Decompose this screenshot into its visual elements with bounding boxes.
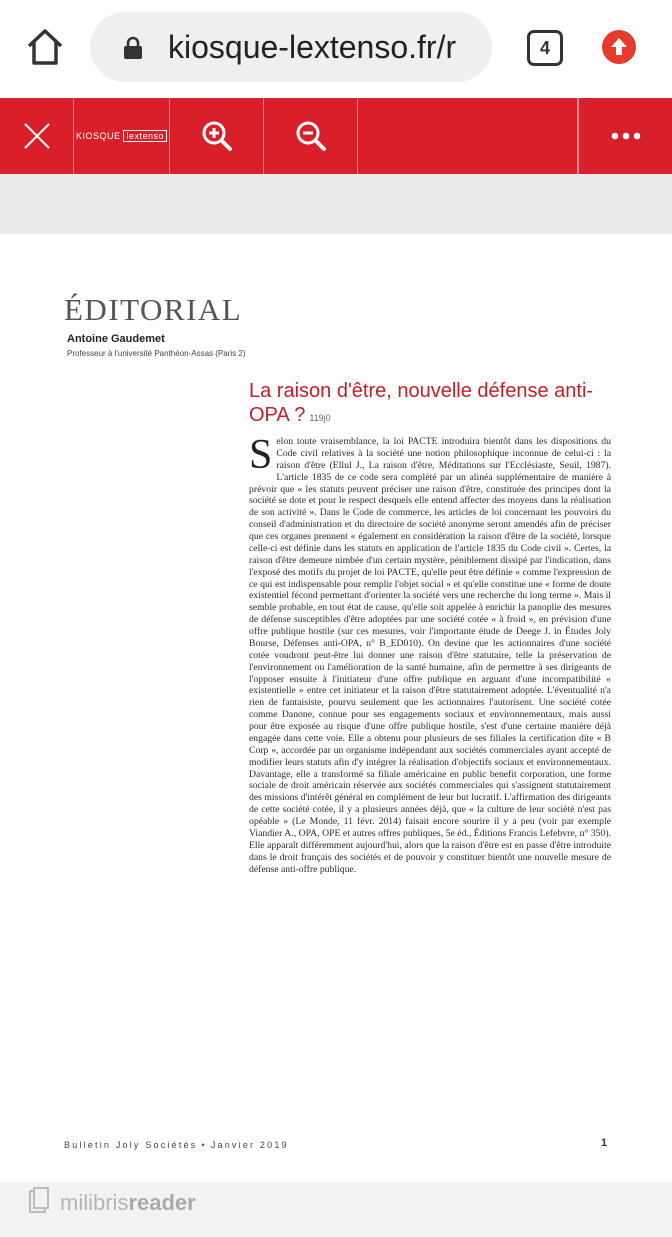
zoom-in-button[interactable] <box>170 98 264 174</box>
footer-publication: Bulletin Joly Sociétés <box>64 1140 198 1150</box>
close-icon <box>22 121 52 151</box>
article-reference: 119j0 <box>309 413 331 423</box>
zoom-out-icon <box>295 120 327 152</box>
reader-brand <box>60 1190 196 1216</box>
logo-brand: lextenso <box>123 130 167 142</box>
tabs-icon[interactable]: 4 <box>527 30 563 66</box>
magazine-page[interactable] <box>0 234 672 1182</box>
footer-bullet: • <box>201 1140 207 1150</box>
zoom-in-icon <box>201 120 233 152</box>
update-icon[interactable] <box>602 30 636 64</box>
kiosque-logo[interactable] <box>74 98 170 174</box>
article-body-text: elon toute vraisemblance, la loi PACTE introduira bientôt dans les dispositions du Code civil relatives à la société une notion philosophique inconnue de celui-ci : la raison d'être (Ellul J., La raison d'être, Méditations sur l'Ecclésiaste, Seuil, 1987). L'article 1835 de ce code sera complété par un alinéa supplémentaire de manière à prévoir que « les statuts peuvent préciser une raison d'être, constituée des principes dont la société se dote et pour le respect desquels elle entend affecter des moyens dans la réalisation de son activité ». Dans le Code de commerce, les articles de loi concernant les pouvoirs du conseil d'administration et du directoire de société anonyme seront amendés afin de préciser que ces organes prennent « également en considération la raison d'être de la société, lorsque celle-ci est définie dans les statuts en application de l'article 1835 du Code civil ». Certes, la raison d'être demeure nimbée d'un certain mystère, péniblement dissipé par l'indication, dans l'exposé des motifs du projet de loi PACTE, qu'elle peut être définie « comme l'expression de ce qui est indispensable pour remplir l'objet social » et qu'elle constitue une « forme de doute existentiel fécond permettant d'orienter la société vers une recherche du long terme ». Mais il semble probable, en tout état de cause, qu'elle soit appelée à enrichir la panoplie des mesures de défense susceptibles d'être adoptées par une société cotée « à froid », en prévision d'une offre publique hostile (sur ces mesures, voir l'importante étude de Deege J. in Études Joly Bourse, Défenses anti-OPA, n° B_ED010). On devine que les actionnaires d'une société cotée voudront peut-être lui donner une raison d'être statutaire, telle la préservation de l'environnement ou l'amélioration de la santé humaine, afin de permettre à ses dirigeants de l'opposer ensuite à l'initiateur d'une offre publique en arguant d'une incompatibilité « existentielle » entre cet initiateur et la raison d'être statutairement adoptée. L'éventualité n'a rien de fantaisiste, pourvu seulement que les actionnaires l'autorisent. Une société cotée comme Danone, connue pour ses engagements sociaux et environnementaux, mais aussi pour être exposée au risque d'une offre publique hostile, s'est d'une certaine manière déjà engagée dans cette voie. Elle a obtenu pour plusieurs de ses filiales la certification dite « B Corp », accordée par un organisme indépendant aux sociétés commerciales ayant accepté de modifier leurs statuts afin d'y intégrer la réalisation d'objectifs sociaux et environnementaux. Davantage, elle a transformé sa filiale américaine en public benefit corporation, une forme sociale de droit américain réservée aux sociétés commerciales qui s'assignent statutairement des missions d'intérêt général en complément de leur but lucratif. L'affirmation des dirigeants de cette société cotée, il y a plusieurs années déjà, que « la culture de leur société n'est pas opéable » (Le Monde, 11 févr. 2014) faisait encore sourire il y a peu (voir par exemple Viandier A., OPA, OPE et autres offres publiques, 5e éd., Éditions Francis Lefebvre, n° 350). Elle apparaît différemment aujourd'hui, alors que la raison d'être est en passe d'être introduite dans le droit français des sociétés et de pouvoir y constituer bientôt une nouvelle mesure de défense anti-offre publique. <box>249 436 611 875</box>
home-icon[interactable] <box>24 26 66 68</box>
zoom-out-button[interactable] <box>264 98 358 174</box>
article-body <box>249 432 611 875</box>
brand-light: milibris <box>60 1190 129 1215</box>
logo-prefix: KIOSQUE <box>75 131 121 141</box>
author-name: Antoine Gaudemet <box>67 333 165 345</box>
browser-chrome <box>0 0 672 98</box>
page-gutter <box>0 174 672 234</box>
drop-cap: S <box>249 432 273 478</box>
article-title-text: La raison d'être, nouvelle défense anti-OPA ? <box>249 380 594 426</box>
brand-strong: reader <box>128 1190 196 1215</box>
close-button[interactable] <box>0 98 74 174</box>
footer-issue: Janvier 2019 <box>210 1140 289 1150</box>
more-button[interactable] <box>578 98 672 174</box>
more-icon <box>611 132 641 140</box>
url-text: kiosque-lextenso.fr/r <box>168 29 457 65</box>
article-title <box>249 379 609 430</box>
reader-toolbar <box>0 98 672 174</box>
toolbar-spacer <box>358 98 578 174</box>
lock-icon <box>122 36 144 60</box>
document-icon <box>28 1187 50 1215</box>
page-footer <box>64 1140 289 1150</box>
reader-brand-bar <box>0 1182 672 1237</box>
url-bar[interactable] <box>90 12 492 82</box>
page-number: 1 <box>601 1137 608 1149</box>
rubric-heading: ÉDITORIAL <box>64 292 243 327</box>
author-affiliation: Professeur à l'université Panthéon-Assas (Paris 2) <box>67 349 246 358</box>
